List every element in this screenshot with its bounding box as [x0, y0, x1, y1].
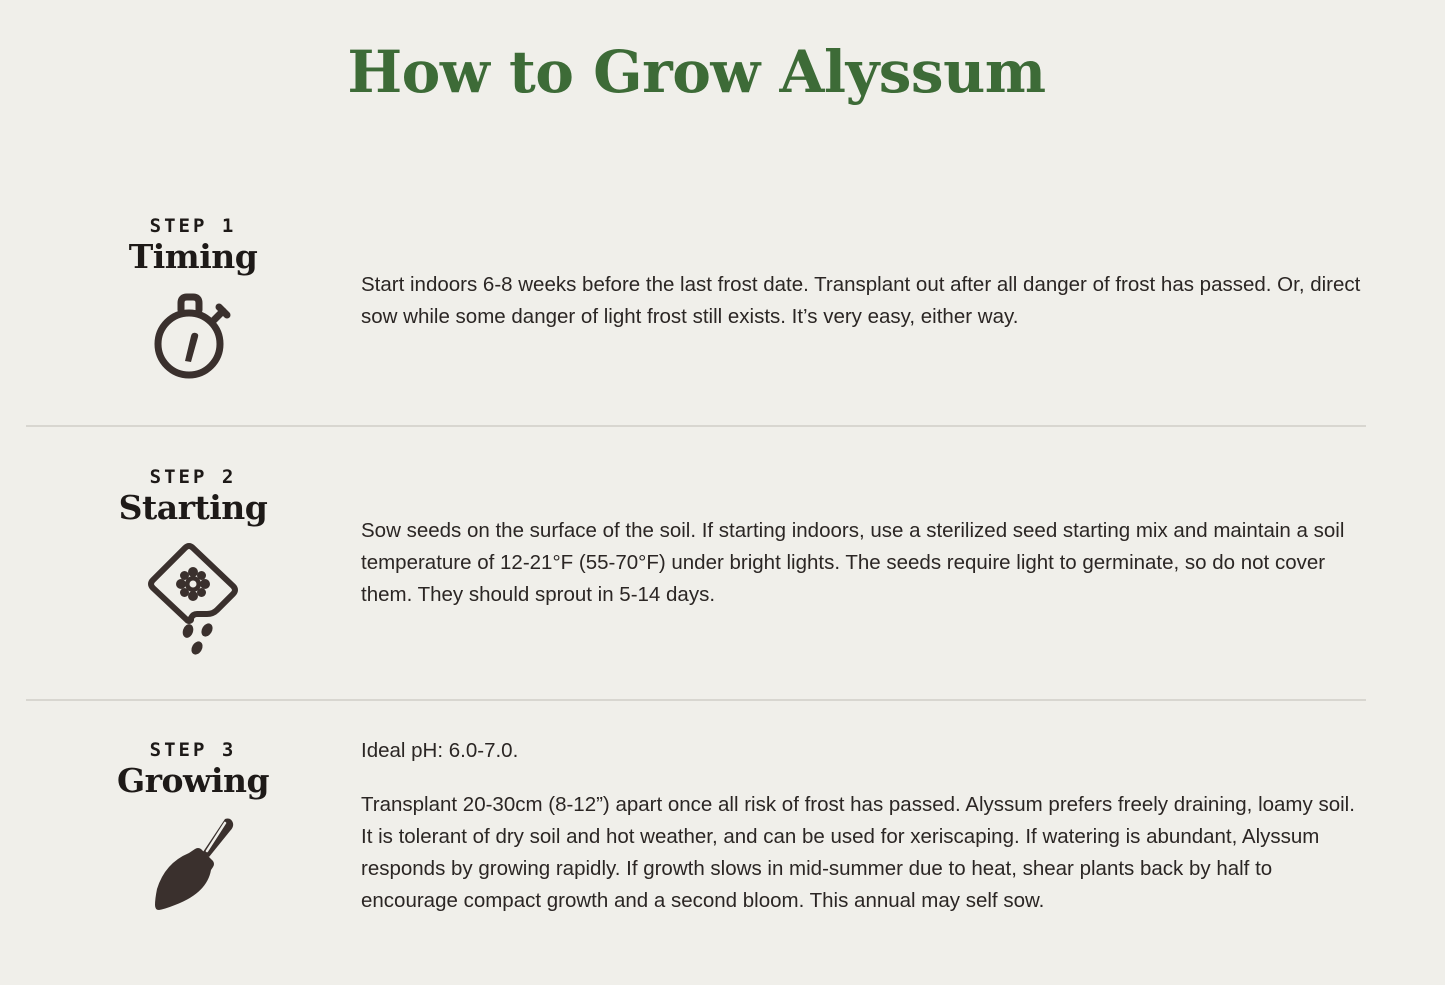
step-label: STEP 1	[149, 215, 237, 237]
stopwatch-icon	[151, 291, 235, 383]
step-description	[361, 269, 1371, 333]
step-label: STEP 3	[149, 739, 237, 761]
step-name: Growing	[116, 761, 270, 800]
step-header	[93, 739, 293, 913]
divider	[26, 425, 1366, 427]
seed-packet-icon	[147, 542, 239, 660]
trowel-icon	[145, 813, 241, 913]
step-paragraph: Sow seeds on the surface of the soil. If starting indoors, use a sterilized seed starting mix and maintain a soil temperature of 12-21°F (55-70°F) under bright lights. The seeds require light to germinate, so do not cover them. They should sprout in 5-14 days.	[361, 519, 1345, 606]
divider	[26, 699, 1366, 701]
step-label: STEP 2	[149, 466, 237, 488]
step-header	[93, 466, 293, 660]
step-description	[361, 735, 1371, 917]
step-header	[93, 215, 293, 383]
step-name: Timing	[128, 237, 258, 276]
step-paragraph: Start indoors 6-8 weeks before the last frost date. Transplant out after all danger of frost has passed. Or, direct sow while some danger of light frost still exists. It’s very easy, either way.	[361, 273, 1361, 328]
step-paragraph: Transplant 20-30cm (8-12”) apart once all risk of frost has passed. Alyssum prefers freely draining, loamy soil. It is tolerant of dry soil and hot weather, and can be used for xeriscaping. If watering is abundant, Alyssum responds by growing rapidly. If growth slows in mid-summer due to heat, shear plants back by half to encourage compact growth and a second bloom. This annual may self sow.	[361, 793, 1355, 912]
step-description	[361, 515, 1371, 611]
step-name: Starting	[118, 488, 268, 527]
step-paragraph: Ideal pH: 6.0-7.0.	[361, 739, 519, 762]
page-title: How to Grow Alyssum	[347, 38, 1046, 106]
